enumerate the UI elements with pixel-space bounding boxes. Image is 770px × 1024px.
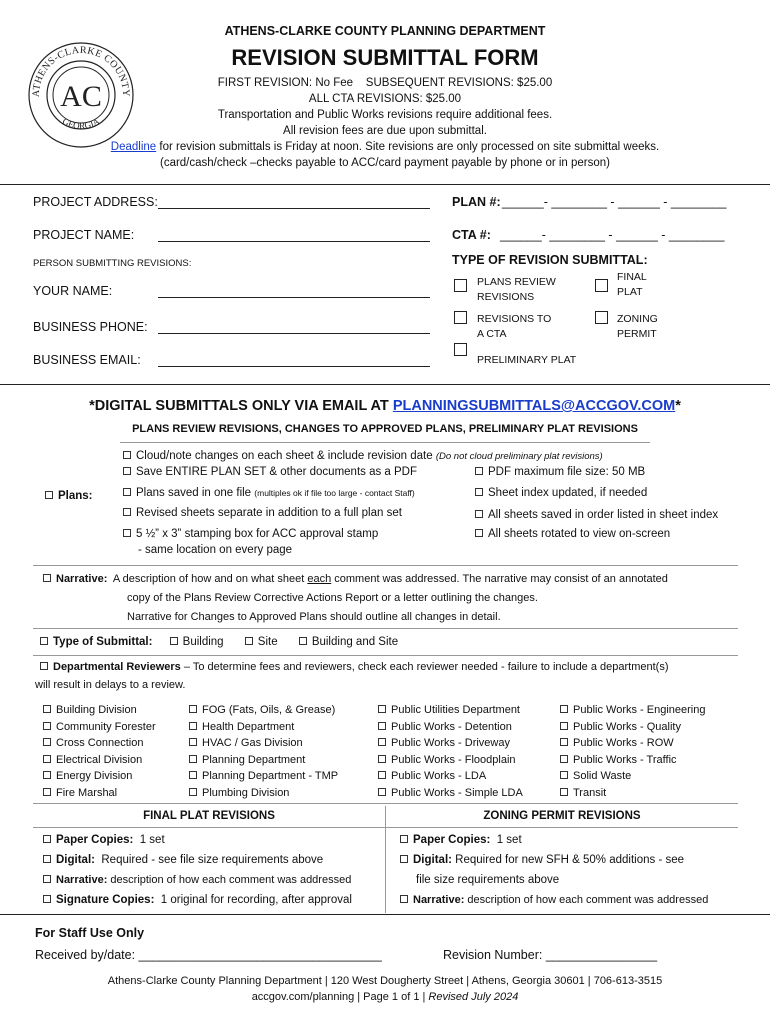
seal-bottom-text: GEORGIA: [60, 115, 102, 131]
final-plat-signature: Signature Copies: 1 original for recording, after approval: [43, 893, 352, 907]
narrative-line-1: Narrative: A description of how and on what sheet each comment was addressed. The narrative may consist of an annotated: [43, 572, 668, 586]
project-address-field[interactable]: [158, 208, 430, 209]
reviewer-checkbox[interactable]: [378, 788, 386, 796]
submittal-type-row: Type of Submittal: Building Site Building and Site: [40, 635, 398, 649]
final-plat-checkbox[interactable]: [595, 279, 608, 292]
plans-item-rotated: All sheets rotated to view on-screen: [475, 527, 670, 541]
reviewer-item[interactable]: Plumbing Division: [189, 785, 338, 802]
reviewer-checkbox[interactable]: [560, 788, 568, 796]
deadline-link[interactable]: Deadline: [110, 141, 157, 153]
project-name-field[interactable]: [158, 241, 430, 242]
zoning-digital: Digital: Required for new SFH & 50% additions - see: [400, 853, 684, 867]
reviewer-checkbox[interactable]: [43, 771, 51, 779]
submittals-email-link[interactable]: PLANNINGSUBMITTALS@ACCGOV.COM: [392, 398, 676, 414]
project-address-label: PROJECT ADDRESS:: [33, 195, 158, 209]
payment-note: (card/cash/check –checks payable to ACC/card payment payable by phone or in person): [159, 157, 611, 169]
person-submitting-label: PERSON SUBMITTING REVISIONS:: [33, 258, 192, 269]
plat-zoning-divider: [385, 806, 386, 913]
business-email-field[interactable]: [158, 366, 430, 367]
reviewer-item[interactable]: Public Works - Simple LDA: [378, 785, 523, 802]
reviewer-checkbox[interactable]: [43, 738, 51, 746]
subheading-rule: [120, 442, 650, 443]
revisions-cta-label: REVISIONS TO A CTA: [477, 313, 552, 340]
reviewer-item[interactable]: Fire Marshal: [43, 785, 156, 802]
reviewer-checkbox[interactable]: [189, 705, 197, 713]
reviewers-col-4: [560, 702, 705, 801]
site-checkbox[interactable]: [245, 637, 253, 645]
reviewer-item[interactable]: Public Works - Driveway: [378, 735, 523, 752]
business-phone-label: BUSINESS PHONE:: [33, 320, 148, 334]
plans-item-stamp-box: 5 ½” x 3” stamping box for ACC approval stamp: [123, 527, 378, 541]
reviewer-checkbox[interactable]: [378, 771, 386, 779]
plans-rule: [33, 565, 738, 566]
submittal-type-rule: [33, 655, 738, 656]
reviewer-checkbox[interactable]: [43, 705, 51, 713]
zoning-narrative: Narrative: description of how each comment was addressed: [400, 893, 708, 907]
digital-submittals-heading: *DIGITAL SUBMITTALS ONLY VIA EMAIL AT PLANNINGSUBMITTALS@ACCGOV.COM*: [89, 398, 681, 414]
reviewer-checkbox[interactable]: [378, 738, 386, 746]
narrative-line-2: copy of the Plans Review Corrective Actions Report or a letter outlining the changes.: [127, 592, 538, 604]
received-by-field[interactable]: Received by/date: ___________________________________: [35, 948, 382, 962]
reviewer-checkbox[interactable]: [189, 788, 197, 796]
preliminary-plat-label: PRELIMINARY PLAT: [477, 354, 577, 366]
zoning-paper: Paper Copies: 1 set: [400, 833, 522, 847]
reviewers-intro: Departmental Reviewers – To determine fees and reviewers, check each reviewer needed - failure to include a department(s): [40, 661, 669, 673]
footer-page: accgov.com/planning | Page 1 of 1 | Revised July 2024: [251, 991, 519, 1003]
reviewer-item[interactable]: Planning Department: [189, 752, 338, 769]
reviewer-item[interactable]: Public Works - Quality: [560, 719, 705, 736]
plans-item-sheet-index: Sheet index updated, if needed: [475, 486, 647, 500]
final-plat-heading: FINAL PLAT REVISIONS: [143, 810, 275, 822]
reviewer-checkbox[interactable]: [189, 771, 197, 779]
deadline-text: for revision submittals is Friday at noon. Site revisions are only processed on site submittal weeks.: [156, 141, 660, 153]
reviewer-item[interactable]: Public Works - Engineering: [560, 702, 705, 719]
narrative-line-3: Narrative for Changes to Approved Plans should outline all changes in detail.: [127, 611, 501, 623]
project-divider: [0, 384, 770, 385]
reviewer-item[interactable]: Public Works - ROW: [560, 735, 705, 752]
plans-item-max-size: PDF maximum file size: 50 MB: [475, 465, 645, 479]
form-title: REVISION SUBMITTAL FORM: [231, 45, 539, 70]
reviewer-item[interactable]: Public Works - Traffic: [560, 752, 705, 769]
reviewers-col-2: [189, 702, 338, 801]
reviewer-checkbox[interactable]: [378, 722, 386, 730]
additional-fees-note: Transportation and Public Works revisions require additional fees.: [217, 109, 553, 121]
plans-item-revised-sheets: Revised sheets separate in addition to a full plan set: [123, 506, 402, 520]
final-plat-digital: Digital: Required - see file size requirements above: [43, 853, 323, 867]
business-phone-field[interactable]: [158, 333, 430, 334]
reviewer-checkbox[interactable]: [189, 755, 197, 763]
preliminary-plat-checkbox[interactable]: [454, 343, 467, 356]
revision-number-field[interactable]: Revision Number: ________________: [443, 948, 658, 962]
final-plat-label: FINAL PLAT: [617, 271, 647, 298]
staff-divider: [0, 914, 770, 915]
revisions-cta-checkbox[interactable]: [454, 311, 467, 324]
plans-checkbox[interactable]: [45, 491, 53, 499]
reviewer-item[interactable]: Health Department: [189, 719, 338, 736]
footer-address: Athens-Clarke County Planning Department | 120 West Dougherty Street | Athens, Georgia 30601 | 706-613-3515: [107, 975, 663, 987]
reviewer-checkbox[interactable]: [43, 722, 51, 730]
seal-top-text: ATHENS-CLARKE COUNTY: [30, 44, 132, 98]
reviewer-checkbox[interactable]: [560, 705, 568, 713]
your-name-label: YOUR NAME:: [33, 284, 113, 298]
header-divider: [0, 184, 770, 185]
reviewer-item[interactable]: Planning Department - TMP: [189, 768, 338, 785]
deadline-line: [0, 140, 770, 154]
zoning-permit-label: ZONING PERMIT: [617, 313, 658, 340]
narrative-rule: [33, 628, 738, 629]
reviewer-checkbox[interactable]: [560, 755, 568, 763]
reviewer-item[interactable]: Transit: [560, 785, 705, 802]
zoning-permit-checkbox[interactable]: [595, 311, 608, 324]
project-name-label: PROJECT NAME:: [33, 228, 135, 242]
plat-heading-rule: [33, 827, 738, 828]
zoning-digital-2: file size requirements above: [416, 874, 560, 886]
plan-number-label: PLAN #:: [452, 195, 501, 209]
reviewers-intro-2: will result in delays to a review.: [35, 679, 186, 691]
business-email-label: BUSINESS EMAIL:: [33, 353, 141, 367]
reviewer-item[interactable]: HVAC / Gas Division: [189, 735, 338, 752]
reviewers-col-1: [43, 702, 156, 801]
reviewer-checkbox[interactable]: [189, 722, 197, 730]
reviewer-checkbox[interactable]: [378, 755, 386, 763]
reviewer-item[interactable]: Cross Connection: [43, 735, 156, 752]
plans-review-label: PLANS REVIEW REVISIONS: [477, 276, 556, 303]
reviewer-item[interactable]: Public Works - Floodplain: [378, 752, 523, 769]
plans-item-stamp-location: - same location on every page: [138, 544, 293, 556]
reviewer-checkbox[interactable]: [560, 738, 568, 746]
narrative-checkbox[interactable]: [43, 574, 51, 582]
fees-due-note: All revision fees are due upon submittal.: [283, 125, 487, 137]
reviewer-checkbox[interactable]: [378, 705, 386, 713]
reviewer-checkbox[interactable]: [43, 755, 51, 763]
reviewers-col-3: [378, 702, 523, 801]
fee-line-1: FIRST REVISION: No Fee SUBSEQUENT REVISIONS: $25.00: [217, 77, 553, 89]
department-name: ATHENS-CLARKE COUNTY PLANNING DEPARTMENT: [224, 24, 546, 38]
plans-review-subheading: PLANS REVIEW REVISIONS, CHANGES TO APPROVED PLANS, PRELIMINARY PLAT REVISIONS: [132, 423, 638, 435]
reviewer-item[interactable]: FOG (Fats, Oils, & Grease): [189, 702, 338, 719]
seal-monogram: AC: [60, 80, 102, 113]
reviewers-rule: [33, 803, 738, 804]
plans-review-checkbox[interactable]: [454, 279, 467, 292]
plans-item-sheet-order: All sheets saved in order listed in sheet index: [475, 508, 718, 522]
reviewer-checkbox[interactable]: [189, 738, 197, 746]
cta-number-label: CTA #:: [452, 228, 491, 242]
cta-number-field[interactable]: ______- ________ - ______ - ________: [500, 228, 725, 242]
staff-heading: For Staff Use Only: [35, 926, 145, 940]
plans-item-cloud: Cloud/note changes on each sheet & include revision date (Do not cloud preliminary plat revisions): [123, 449, 603, 464]
building-checkbox[interactable]: [170, 637, 178, 645]
reviewer-item[interactable]: Public Works - Detention: [378, 719, 523, 736]
reviewer-item[interactable]: Solid Waste: [560, 768, 705, 785]
reviewer-item[interactable]: Public Works - LDA: [378, 768, 523, 785]
plans-item-one-file: Plans saved in one file (multiples ok if file too large - contact Staff): [123, 486, 415, 500]
plans-item-save-pdf: Save ENTIRE PLAN SET & other documents as a PDF: [123, 465, 417, 479]
reviewer-checkbox[interactable]: [43, 788, 51, 796]
building-and-site-checkbox[interactable]: [299, 637, 307, 645]
plans-label: Plans:: [45, 489, 93, 503]
your-name-field[interactable]: [158, 297, 430, 298]
reviewer-checkbox[interactable]: [560, 722, 568, 730]
plan-number-field[interactable]: ______- ________ - ______ - ________: [502, 195, 727, 209]
reviewer-item[interactable]: Energy Division: [43, 768, 156, 785]
zoning-permit-heading: ZONING PERMIT REVISIONS: [483, 810, 641, 822]
reviewer-checkbox[interactable]: [560, 771, 568, 779]
reviewer-item[interactable]: Electrical Division: [43, 752, 156, 769]
fee-line-2: ALL CTA REVISIONS: $25.00: [308, 93, 462, 105]
reviewer-item[interactable]: Building Division: [43, 702, 156, 719]
final-plat-narrative: Narrative: description of how each comment was addressed: [43, 873, 351, 887]
reviewer-item[interactable]: Public Utilities Department: [378, 702, 523, 719]
reviewer-item[interactable]: Community Forester: [43, 719, 156, 736]
final-plat-paper: Paper Copies: 1 set: [43, 833, 165, 847]
revision-type-heading: TYPE OF REVISION SUBMITTAL:: [452, 253, 648, 267]
